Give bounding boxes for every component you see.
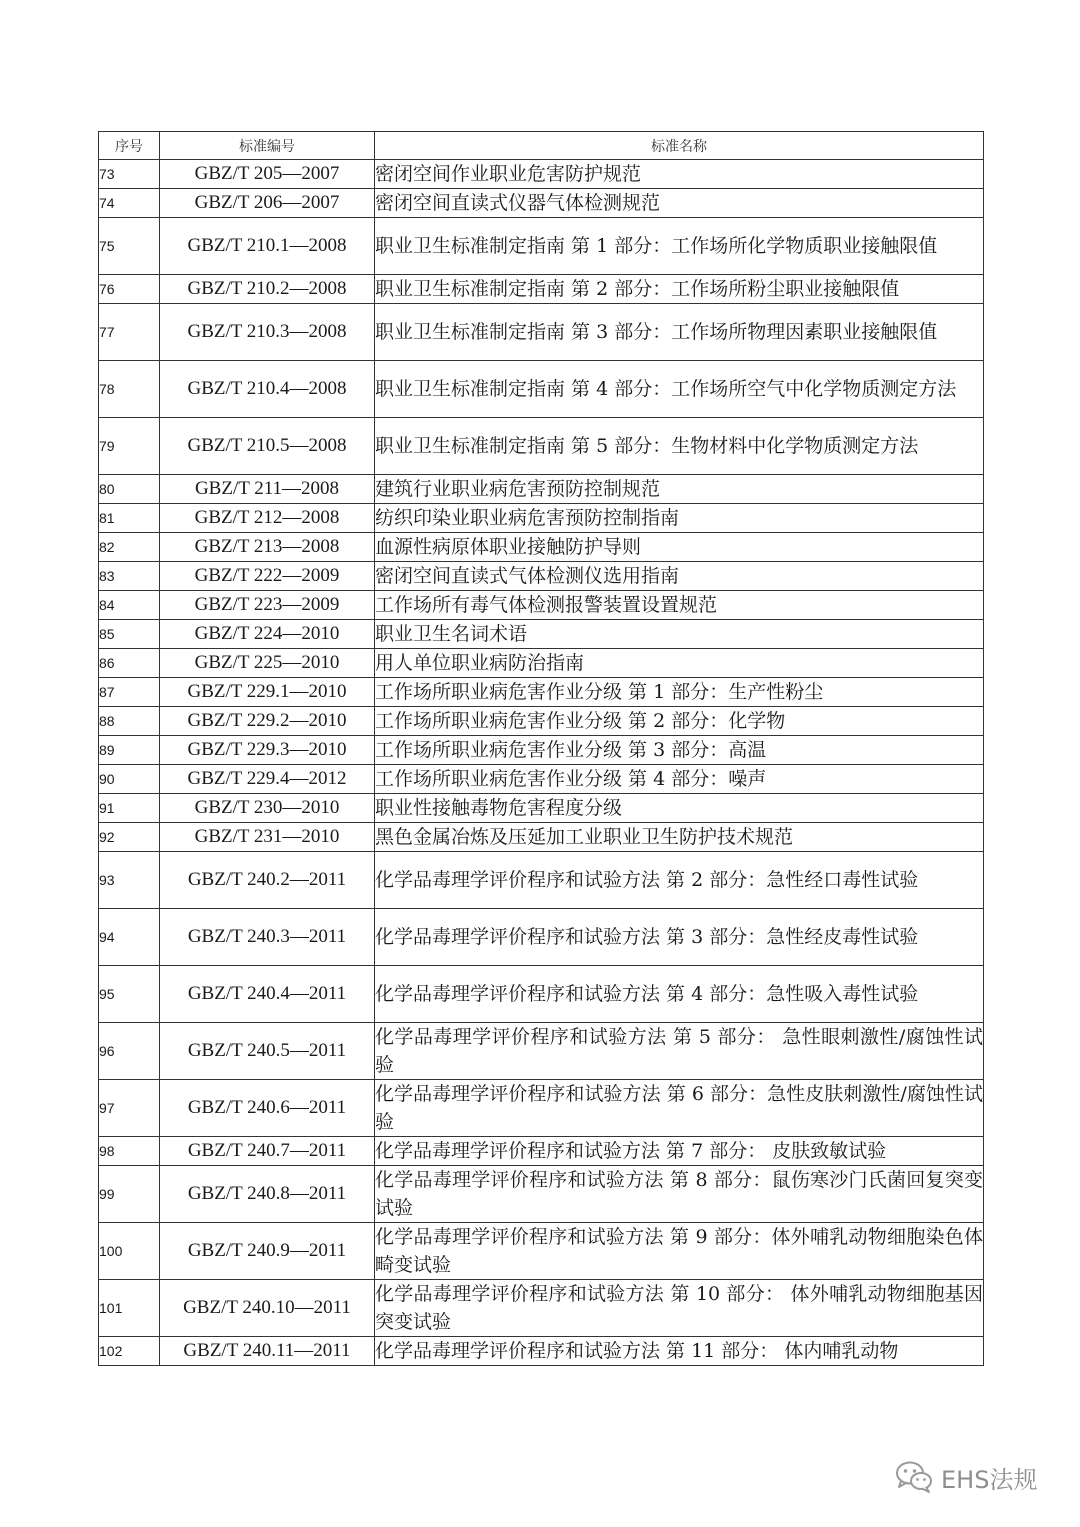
table-row — [99, 304, 984, 361]
table-row — [99, 504, 984, 533]
row-no: 86 — [99, 649, 160, 678]
row-code: GBZ/T 229.1—2010 — [160, 678, 375, 707]
row-code: GBZ/T 222—2009 — [160, 562, 375, 591]
row-code: GBZ/T 240.8—2011 — [160, 1166, 375, 1223]
table-row — [99, 562, 984, 591]
row-no: 85 — [99, 620, 160, 649]
table-header-row — [99, 132, 984, 160]
row-no: 78 — [99, 361, 160, 418]
row-no: 91 — [99, 794, 160, 823]
row-code: GBZ/T 240.6—2011 — [160, 1080, 375, 1137]
row-code: GBZ/T 229.4—2012 — [160, 765, 375, 794]
table-row — [99, 1023, 984, 1080]
row-no: 83 — [99, 562, 160, 591]
row-code: GBZ/T 240.11—2011 — [160, 1337, 375, 1366]
row-name: 用人单位职业病防治指南 — [375, 649, 984, 678]
row-no: 73 — [99, 160, 160, 189]
row-name: 血源性病原体职业接触防护导则 — [375, 533, 984, 562]
row-code: GBZ/T 210.5—2008 — [160, 418, 375, 475]
standards-table — [98, 131, 984, 1366]
row-name: 黑色金属冶炼及压延加工业职业卫生防护技术规范 — [375, 823, 984, 852]
row-name: 工作场所职业病危害作业分级 第 3 部分：高温 — [375, 736, 984, 765]
row-code: GBZ/T 229.2—2010 — [160, 707, 375, 736]
row-no: 95 — [99, 966, 160, 1023]
row-no: 82 — [99, 533, 160, 562]
table-row — [99, 160, 984, 189]
row-code: GBZ/T 240.3—2011 — [160, 909, 375, 966]
row-name: 化学品毒理学评价程序和试验方法 第 9 部分：体外哺乳动物细胞染色体畸变试验 — [375, 1223, 984, 1280]
row-name: 密闭空间直读式仪器气体检测规范 — [375, 189, 984, 218]
row-code: GBZ/T 240.10—2011 — [160, 1280, 375, 1337]
table-row — [99, 591, 984, 620]
row-code: GBZ/T 240.5—2011 — [160, 1023, 375, 1080]
row-name: 工作场所有毒气体检测报警装置设置规范 — [375, 591, 984, 620]
row-code: GBZ/T 206—2007 — [160, 189, 375, 218]
row-code: GBZ/T 231—2010 — [160, 823, 375, 852]
table-row — [99, 1280, 984, 1337]
row-name: 建筑行业职业病危害预防控制规范 — [375, 475, 984, 504]
table-row — [99, 909, 984, 966]
row-no: 92 — [99, 823, 160, 852]
row-no: 99 — [99, 1166, 160, 1223]
row-code: GBZ/T 205—2007 — [160, 160, 375, 189]
row-name: 工作场所职业病危害作业分级 第 4 部分：噪声 — [375, 765, 984, 794]
table-row — [99, 765, 984, 794]
row-name: 职业性接触毒物危害程度分级 — [375, 794, 984, 823]
row-code: GBZ/T 240.4—2011 — [160, 966, 375, 1023]
row-no: 102 — [99, 1337, 160, 1366]
table-row — [99, 1223, 984, 1280]
row-no: 93 — [99, 852, 160, 909]
row-no: 76 — [99, 275, 160, 304]
table-row — [99, 418, 984, 475]
row-name: 工作场所职业病危害作业分级 第 1 部分：生产性粉尘 — [375, 678, 984, 707]
row-no: 75 — [99, 218, 160, 275]
header-name: 标准名称 — [375, 132, 984, 160]
row-code: GBZ/T 213—2008 — [160, 533, 375, 562]
row-code: GBZ/T 211—2008 — [160, 475, 375, 504]
row-no: 89 — [99, 736, 160, 765]
row-no: 98 — [99, 1137, 160, 1166]
row-name: 化学品毒理学评价程序和试验方法 第 2 部分：急性经口毒性试验 — [375, 852, 984, 909]
row-code: GBZ/T 240.2—2011 — [160, 852, 375, 909]
row-code: GBZ/T 224—2010 — [160, 620, 375, 649]
row-no: 80 — [99, 475, 160, 504]
table-row — [99, 475, 984, 504]
row-name: 职业卫生标准制定指南 第 5 部分：生物材料中化学物质测定方法 — [375, 418, 984, 475]
table-row — [99, 678, 984, 707]
row-no: 84 — [99, 591, 160, 620]
table-row — [99, 794, 984, 823]
row-name: 化学品毒理学评价程序和试验方法 第 8 部分：鼠伤寒沙门氏菌回复突变试验 — [375, 1166, 984, 1223]
table-row — [99, 736, 984, 765]
watermark — [895, 1457, 1037, 1497]
row-name: 化学品毒理学评价程序和试验方法 第 3 部分：急性经皮毒性试验 — [375, 909, 984, 966]
row-name: 职业卫生标准制定指南 第 3 部分：工作场所物理因素职业接触限值 — [375, 304, 984, 361]
watermark-text: EHS法规 — [941, 1465, 1038, 1494]
table-row — [99, 1080, 984, 1137]
table-row — [99, 361, 984, 418]
row-name: 职业卫生名词术语 — [375, 620, 984, 649]
table-row — [99, 1137, 984, 1166]
row-no: 101 — [99, 1280, 160, 1337]
row-name: 化学品毒理学评价程序和试验方法 第 4 部分：急性吸入毒性试验 — [375, 966, 984, 1023]
table-row — [99, 533, 984, 562]
table-row — [99, 275, 984, 304]
row-code: GBZ/T 210.3—2008 — [160, 304, 375, 361]
table-row — [99, 823, 984, 852]
row-code: GBZ/T 210.1—2008 — [160, 218, 375, 275]
row-no: 81 — [99, 504, 160, 533]
row-no: 94 — [99, 909, 160, 966]
row-name: 职业卫生标准制定指南 第 2 部分：工作场所粉尘职业接触限值 — [375, 275, 984, 304]
header-code: 标准编号 — [160, 132, 375, 160]
row-code: GBZ/T 230—2010 — [160, 794, 375, 823]
row-code: GBZ/T 240.7—2011 — [160, 1137, 375, 1166]
row-code: GBZ/T 240.9—2011 — [160, 1223, 375, 1280]
row-code: GBZ/T 210.4—2008 — [160, 361, 375, 418]
row-name: 职业卫生标准制定指南 第 4 部分：工作场所空气中化学物质测定方法 — [375, 361, 984, 418]
wechat-icon — [895, 1460, 933, 1494]
row-no: 100 — [99, 1223, 160, 1280]
row-name: 化学品毒理学评价程序和试验方法 第 6 部分：急性皮肤刺激性/腐蚀性试验 — [375, 1080, 984, 1137]
row-no: 96 — [99, 1023, 160, 1080]
table-row — [99, 218, 984, 275]
row-name: 密闭空间直读式气体检测仪选用指南 — [375, 562, 984, 591]
row-code: GBZ/T 229.3—2010 — [160, 736, 375, 765]
table-row — [99, 852, 984, 909]
row-code: GBZ/T 223—2009 — [160, 591, 375, 620]
table-row — [99, 189, 984, 218]
row-name: 化学品毒理学评价程序和试验方法 第 10 部分： 体外哺乳动物细胞基因突变试验 — [375, 1280, 984, 1337]
row-no: 77 — [99, 304, 160, 361]
row-name: 化学品毒理学评价程序和试验方法 第 7 部分： 皮肤致敏试验 — [375, 1137, 984, 1166]
row-code: GBZ/T 210.2—2008 — [160, 275, 375, 304]
row-code: GBZ/T 225—2010 — [160, 649, 375, 678]
row-name: 化学品毒理学评价程序和试验方法 第 11 部分： 体内哺乳动物 — [375, 1337, 984, 1366]
row-no: 79 — [99, 418, 160, 475]
row-code: GBZ/T 212—2008 — [160, 504, 375, 533]
table-row — [99, 966, 984, 1023]
row-name: 密闭空间作业职业危害防护规范 — [375, 160, 984, 189]
row-name: 化学品毒理学评价程序和试验方法 第 5 部分： 急性眼刺激性/腐蚀性试验 — [375, 1023, 984, 1080]
header-no: 序号 — [99, 132, 160, 160]
row-no: 90 — [99, 765, 160, 794]
row-no: 74 — [99, 189, 160, 218]
table-row — [99, 649, 984, 678]
row-no: 87 — [99, 678, 160, 707]
row-name: 职业卫生标准制定指南 第 1 部分：工作场所化学物质职业接触限值 — [375, 218, 984, 275]
row-no: 88 — [99, 707, 160, 736]
table-row — [99, 620, 984, 649]
table-row — [99, 1166, 984, 1223]
row-no: 97 — [99, 1080, 160, 1137]
table-row — [99, 707, 984, 736]
row-name: 工作场所职业病危害作业分级 第 2 部分：化学物 — [375, 707, 984, 736]
table-row — [99, 1337, 984, 1366]
row-name: 纺织印染业职业病危害预防控制指南 — [375, 504, 984, 533]
